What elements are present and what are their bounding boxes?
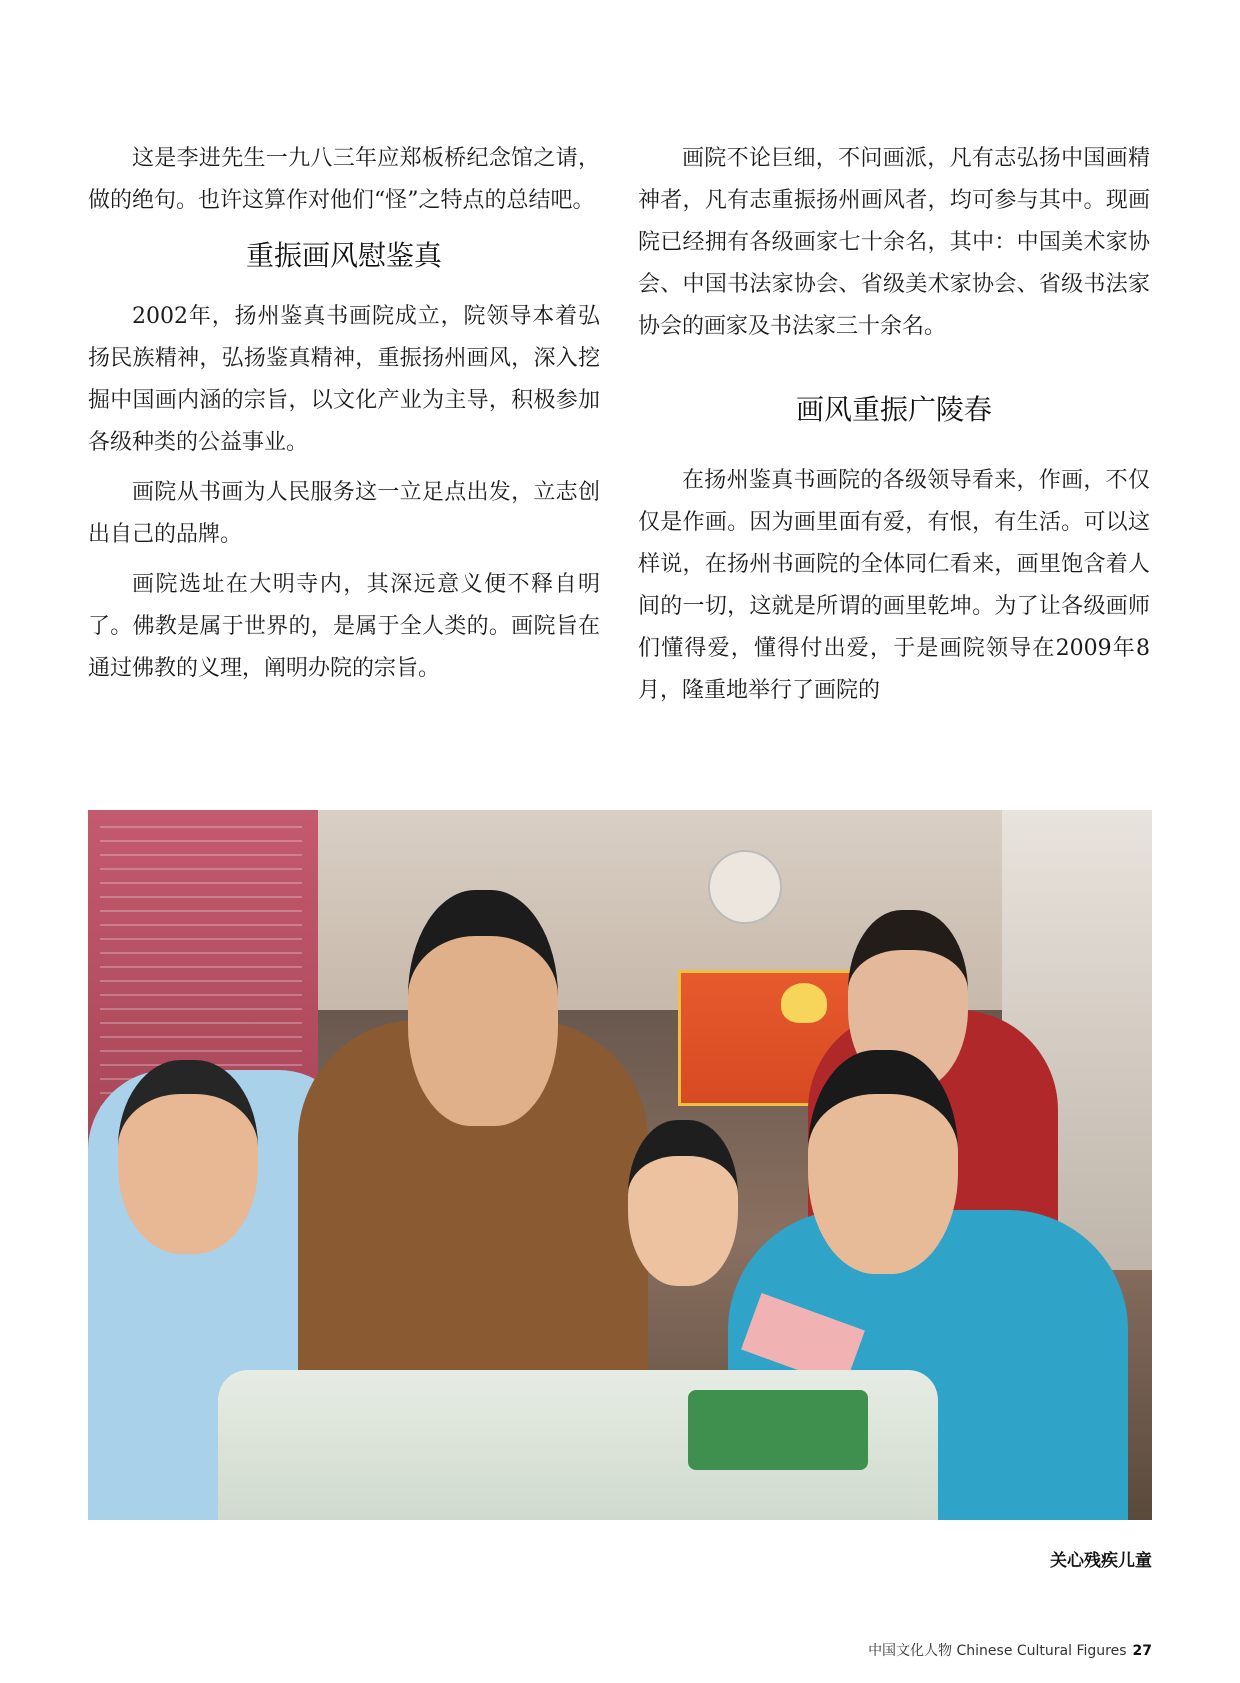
page-number: 27 (1132, 1643, 1152, 1659)
charity-photo (88, 810, 1152, 1520)
child-head (808, 1050, 958, 1274)
paragraph: 在扬州鉴真书画院的各级领导看来，作画，不仅仅是作画。因为画里面有爱，有恨，有生活。可以这样说，在扬州书画院的全体同仁看来，画里饱含着人间的一切，这就是所谓的画里乾坤。为了让各级画师们懂得爱，懂得付出爱，于是画院领导在2009年8月，隆重地举行了画院的 (638, 468, 1150, 703)
publication-name: 中国文化人物 Chinese Cultural Figures (868, 1643, 1127, 1659)
right-column (638, 138, 1150, 712)
paragraph: 画院不论巨细，不问画派，凡有志弘扬中国画精神者，凡有志重振扬州画风者，均可参与其中。现画院已经拥有各级画家七十余名，其中：中国美术家协会、中国书法家协会、省级美术家协会、省级书法家协会的画家及书法家三十余名。 (638, 146, 1150, 339)
left-column (88, 138, 600, 690)
rice-bag (218, 1370, 938, 1520)
child-head (628, 1120, 738, 1286)
page-footer (868, 1640, 1152, 1660)
section-heading: 画风重振广陵春 (795, 393, 992, 426)
photo-caption: 关心残疾儿童 (1050, 1551, 1152, 1571)
paragraph: 这是李进先生一九八三年应郑板桥纪念馆之请，做的绝句。也许这算作对他们“怪”之特点的总结吧。 (88, 146, 600, 213)
paragraph: 画院从书画为人民服务这一立足点出发，立志创出自己的品牌。 (88, 480, 600, 547)
paragraph: 画院选址在大明寺内，其深远意义便不释自明了。佛教是属于世界的，是属于全人类的。画院旨在通过佛教的义理，阐明办院的宗旨。 (88, 572, 600, 681)
man-head (408, 890, 558, 1126)
paragraph: 2002年，扬州鉴真书画院成立，院领导本着弘扬民族精神，弘扬鉴真精神，重振扬州画风，深入挖掘中国画内涵的宗旨，以文化产业为主导，积极参加各级种类的公益事业。 (88, 304, 600, 455)
child-head (118, 1060, 258, 1254)
ceiling-fan (708, 850, 782, 924)
section-heading: 重振画风慰鉴真 (245, 239, 442, 272)
